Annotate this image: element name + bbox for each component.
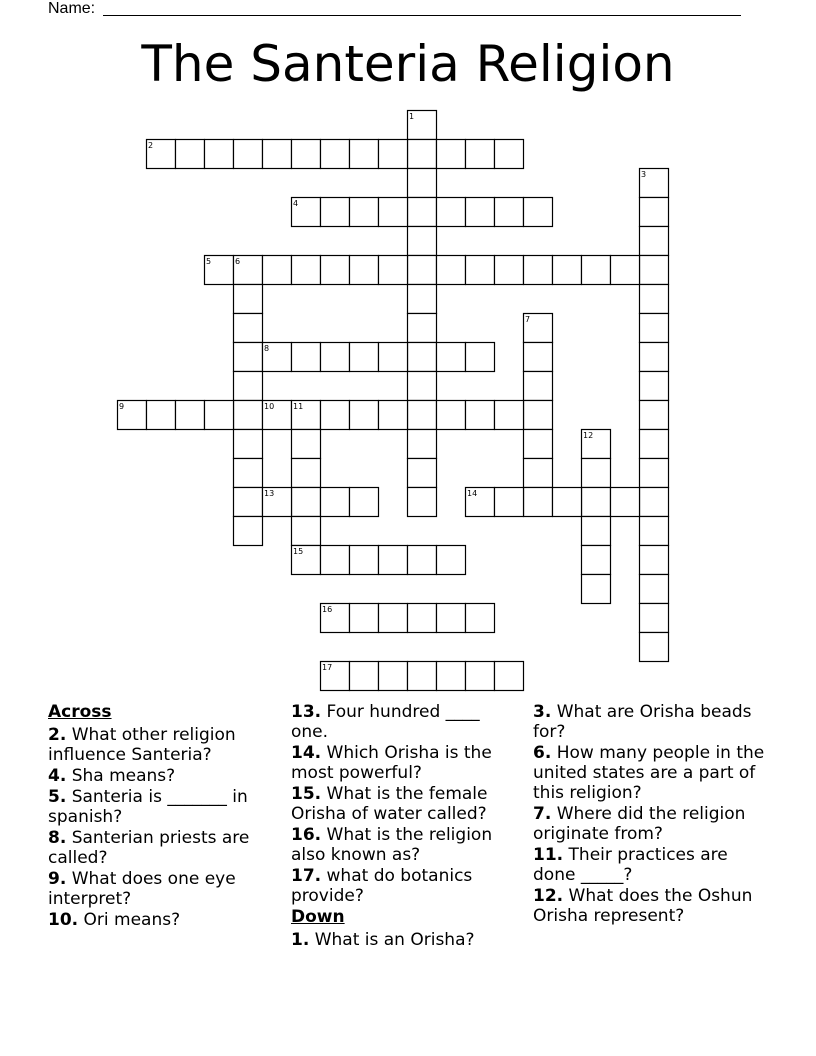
grid-cell[interactable] <box>408 256 437 285</box>
grid-cell[interactable] <box>321 140 350 169</box>
grid-cell[interactable] <box>466 140 495 169</box>
grid-cell[interactable] <box>379 343 408 372</box>
grid-cell[interactable] <box>379 401 408 430</box>
grid-cell[interactable] <box>640 285 669 314</box>
grid-cell[interactable] <box>350 343 379 372</box>
grid-cell[interactable] <box>495 198 524 227</box>
grid-cell[interactable] <box>640 343 669 372</box>
grid-cell[interactable] <box>176 401 205 430</box>
grid-cell[interactable] <box>640 256 669 285</box>
clue-number-12: 12 <box>583 431 594 440</box>
clues-column-3 <box>533 702 768 927</box>
clue-across-8: 8. Santerian priests are called? <box>48 828 250 868</box>
grid-cell[interactable] <box>408 546 437 575</box>
grid-cell[interactable] <box>582 459 611 488</box>
clue-number-7: 7 <box>525 315 531 324</box>
clue-down-3: 3. What are Orisha beads for? <box>533 702 752 742</box>
grid-cell[interactable] <box>408 169 437 198</box>
clues-column-2 <box>291 702 516 951</box>
grid-cell[interactable] <box>640 488 669 517</box>
grid-cell[interactable] <box>292 256 321 285</box>
grid-cell[interactable] <box>321 401 350 430</box>
grid-cell[interactable] <box>408 140 437 169</box>
clue-number-3: 3 <box>641 170 647 179</box>
grid-cell[interactable] <box>350 140 379 169</box>
grid-cell[interactable] <box>234 517 263 546</box>
grid-cell[interactable] <box>640 401 669 430</box>
grid-cell[interactable] <box>379 256 408 285</box>
grid-cell[interactable] <box>437 256 466 285</box>
grid-cell[interactable] <box>205 401 234 430</box>
grid-cell[interactable] <box>437 140 466 169</box>
grid-cell[interactable] <box>640 198 669 227</box>
grid-cell[interactable] <box>234 488 263 517</box>
grid-cell[interactable] <box>466 343 495 372</box>
grid-cell[interactable] <box>321 488 350 517</box>
grid-cell[interactable] <box>611 256 640 285</box>
grid-cell[interactable] <box>350 256 379 285</box>
grid-cell[interactable] <box>466 256 495 285</box>
grid-cell[interactable] <box>321 256 350 285</box>
grid-cell[interactable] <box>234 430 263 459</box>
grid-cell[interactable] <box>292 430 321 459</box>
grid-cell[interactable] <box>640 372 669 401</box>
grid-cell[interactable] <box>234 285 263 314</box>
clue-number-11: 11 <box>293 402 304 411</box>
grid-cell[interactable] <box>350 546 379 575</box>
clue-down-1: 1. What is an Orisha? <box>291 930 475 950</box>
grid-cell[interactable] <box>495 140 524 169</box>
across-heading: Across <box>48 702 112 722</box>
grid-cell[interactable] <box>379 662 408 691</box>
clue-number-16: 16 <box>322 605 333 614</box>
grid-cell[interactable] <box>379 198 408 227</box>
grid-cell[interactable] <box>321 343 350 372</box>
grid-cell[interactable] <box>408 430 437 459</box>
clue-number-5: 5 <box>206 257 212 266</box>
clue-number-2: 2 <box>148 141 154 150</box>
clue-number-8: 8 <box>264 344 270 353</box>
grid-cell[interactable] <box>234 372 263 401</box>
grid-cell[interactable] <box>640 604 669 633</box>
grid-cell[interactable] <box>350 488 379 517</box>
grid-cell[interactable] <box>437 198 466 227</box>
name-label: Name: <box>48 0 96 17</box>
clues-column-1 <box>48 702 273 931</box>
clue-across-10: 10. Ori means? <box>48 910 181 930</box>
clue-down-7: 7. Where did the religion originate from? <box>533 804 746 844</box>
clue-across-17: 17. what do botanics provide? <box>291 866 473 906</box>
grid-cell[interactable] <box>437 604 466 633</box>
grid-cell[interactable] <box>437 546 466 575</box>
grid-cell[interactable] <box>524 343 553 372</box>
page-title: The Santeria Religion <box>141 35 675 93</box>
clue-across-4: 4. Sha means? <box>48 766 176 786</box>
grid-cell[interactable] <box>408 372 437 401</box>
grid-cell[interactable] <box>408 314 437 343</box>
grid-cell[interactable] <box>582 517 611 546</box>
grid-cell[interactable] <box>350 401 379 430</box>
grid-cell[interactable] <box>292 517 321 546</box>
grid-cell[interactable] <box>640 314 669 343</box>
clue-number-4: 4 <box>293 199 299 208</box>
grid-cell[interactable] <box>408 285 437 314</box>
grid-cell[interactable] <box>640 633 669 662</box>
clue-down-12: 12. What does the Oshun Orisha represent? <box>533 886 753 926</box>
clue-across-9: 9. What does one eye interpret? <box>48 869 236 909</box>
clue-down-6: 6. How many people in the united states are a part of this religion? <box>533 743 765 803</box>
grid-cell[interactable] <box>321 198 350 227</box>
grid-cell[interactable] <box>466 662 495 691</box>
grid-cell[interactable] <box>437 343 466 372</box>
grid-cell[interactable] <box>408 401 437 430</box>
grid-cell[interactable] <box>640 575 669 604</box>
grid-cell[interactable] <box>524 430 553 459</box>
grid-cell[interactable] <box>234 314 263 343</box>
grid-cell[interactable] <box>553 488 582 517</box>
grid-cell[interactable] <box>176 140 205 169</box>
clue-across-15: 15. What is the female Orisha of water called? <box>291 784 488 824</box>
grid-cell[interactable] <box>524 488 553 517</box>
grid-cell[interactable] <box>292 343 321 372</box>
grid-cell[interactable] <box>350 604 379 633</box>
grid-cell[interactable] <box>408 488 437 517</box>
grid-cell[interactable] <box>408 198 437 227</box>
clue-number-13: 13 <box>264 489 275 498</box>
grid-cell[interactable] <box>640 546 669 575</box>
grid-cell[interactable] <box>408 227 437 256</box>
clue-across-16: 16. What is the religion also known as? <box>291 825 493 865</box>
grid-cell[interactable] <box>466 604 495 633</box>
grid-cell[interactable] <box>234 459 263 488</box>
grid-cell[interactable] <box>437 662 466 691</box>
grid-cell[interactable] <box>582 546 611 575</box>
grid-cell[interactable] <box>611 488 640 517</box>
grid-cell[interactable] <box>640 430 669 459</box>
grid-cell[interactable] <box>582 488 611 517</box>
grid-cell[interactable] <box>350 198 379 227</box>
grid-cell[interactable] <box>408 459 437 488</box>
clue-down-11: 11. Their practices are done _____? <box>533 845 728 885</box>
grid-cell[interactable] <box>234 343 263 372</box>
clue-number-10: 10 <box>264 402 275 411</box>
grid-cell[interactable] <box>495 401 524 430</box>
grid-cell[interactable] <box>495 488 524 517</box>
grid-cell[interactable] <box>524 459 553 488</box>
grid-cell[interactable] <box>582 575 611 604</box>
grid-cell[interactable] <box>292 140 321 169</box>
grid-cell[interactable] <box>640 517 669 546</box>
grid-cell[interactable] <box>263 140 292 169</box>
clue-across-13: 13. Four hundred ____ one. <box>291 702 480 742</box>
down-heading: Down <box>291 907 345 927</box>
clue-across-2: 2. What other religion influence Santeria? <box>48 725 236 765</box>
grid-cell[interactable] <box>205 140 234 169</box>
grid-cell[interactable] <box>379 140 408 169</box>
grid-cell[interactable] <box>582 256 611 285</box>
grid-cell[interactable] <box>466 198 495 227</box>
clue-number-15: 15 <box>293 547 304 556</box>
grid-cell[interactable] <box>350 662 379 691</box>
clue-across-5: 5. Santeria is _______ in spanish? <box>48 787 248 827</box>
grid-cell[interactable] <box>147 401 176 430</box>
clue-across-14: 14. Which Orisha is the most powerful? <box>291 743 492 783</box>
grid-cell[interactable] <box>408 662 437 691</box>
grid-cell[interactable] <box>379 604 408 633</box>
grid-cell[interactable] <box>640 459 669 488</box>
grid-cell[interactable] <box>379 546 408 575</box>
grid-cell[interactable] <box>292 459 321 488</box>
grid-cell[interactable] <box>437 401 466 430</box>
grid-cell[interactable] <box>292 488 321 517</box>
grid-cell[interactable] <box>263 256 292 285</box>
grid-cell[interactable] <box>524 401 553 430</box>
grid-cell[interactable] <box>234 140 263 169</box>
grid-cell[interactable] <box>321 546 350 575</box>
clue-number-17: 17 <box>322 663 333 672</box>
grid-cell[interactable] <box>234 401 263 430</box>
grid-cell[interactable] <box>408 604 437 633</box>
grid-cell[interactable] <box>553 256 582 285</box>
clue-number-9: 9 <box>119 402 125 411</box>
grid-cell[interactable] <box>640 227 669 256</box>
grid-cell[interactable] <box>495 662 524 691</box>
grid-cell[interactable] <box>524 372 553 401</box>
grid-cell[interactable] <box>524 256 553 285</box>
clue-number-1: 1 <box>409 112 415 121</box>
grid-cell[interactable] <box>466 401 495 430</box>
grid-cell[interactable] <box>495 256 524 285</box>
clue-number-14: 14 <box>467 489 478 498</box>
grid-cell[interactable] <box>408 343 437 372</box>
clue-number-6: 6 <box>235 257 241 266</box>
grid-cell[interactable] <box>524 198 553 227</box>
